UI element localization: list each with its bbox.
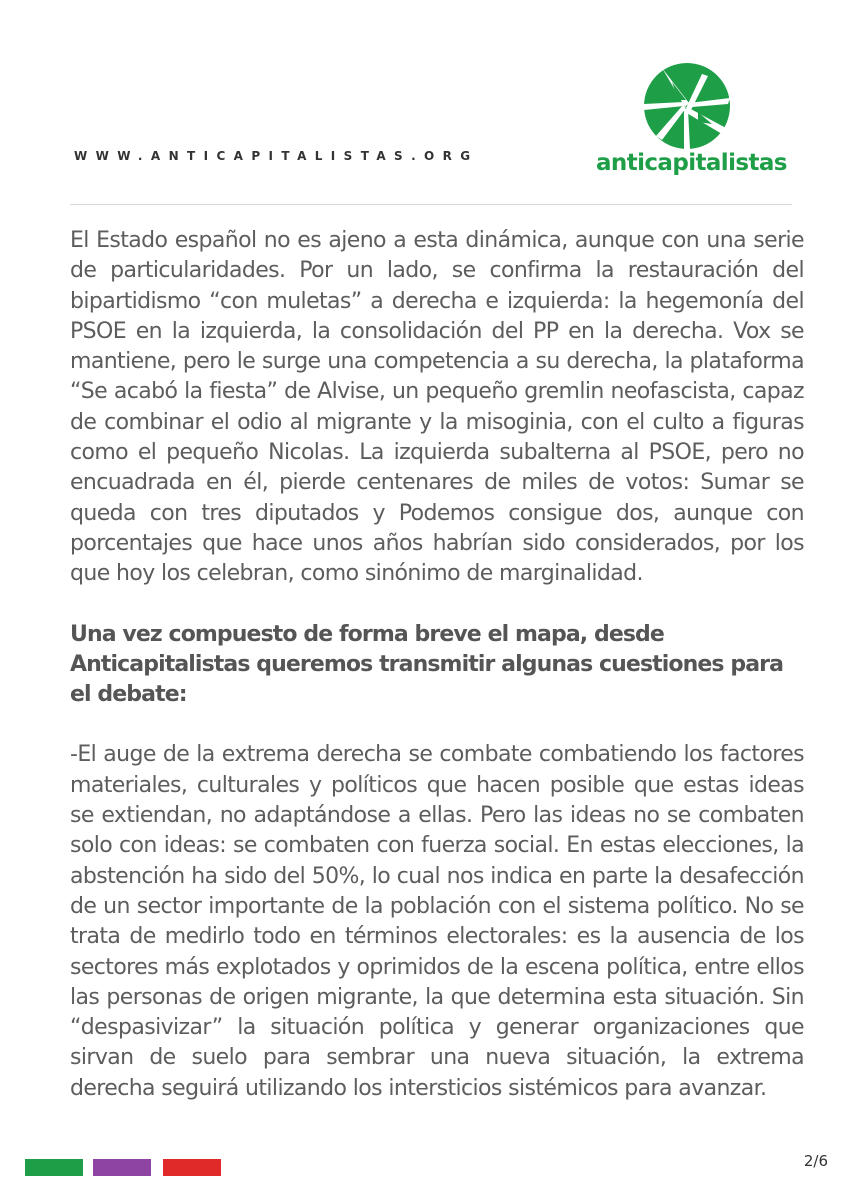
header-divider <box>70 204 792 205</box>
document-body <box>70 226 804 1104</box>
site-url: WWW.ANTICAPITALISTAS.ORG <box>74 149 479 163</box>
paragraph-extrema-derecha: -El auge de la extrema derecha se combate combatiendo los factores materiales, culturales y políticos que hacen posible que estas ideas se extiendan, no adaptándose a ellas. Pero las ideas no se combaten solo con ideas: se combaten con fuerza social. En estas elecciones, la abstención ha sido del 50%, lo cual nos indica en parte la desafección de un sector importante de la población con el sistema político. No se trata de medirlo todo en términos electorales: es la ausencia de los sectores más explotados y oprimidos de la escena política, entre ellos las personas de origen migrante, la que determina esta situación. Sin “despasivizar” la situación política y generar organizaciones que sirvan de suelo para sembrar una nueva situación, la extrema derecha seguirá utilizando los intersticios sistémicos para avanzar. <box>70 742 804 1101</box>
star-burst-circle-logo-icon <box>642 62 732 150</box>
logo-text: anticapitalistas <box>596 150 787 176</box>
footer-bar-purple <box>93 1159 151 1176</box>
footer-bar-green <box>25 1159 83 1176</box>
logo <box>596 62 787 184</box>
footer-bar-red <box>163 1159 221 1176</box>
page-number: 2/6 <box>803 1152 828 1170</box>
paragraph-estado-espanol: El Estado español no es ajeno a esta dinámica, aunque con una serie de particularidades. Por un lado, se confirma la restauración del bipartidismo “con muletas” a derecha e izquierda: la hegemonía del PSOE en la izquierda, la consolidación del PP en la derecha. Vox se mantiene, pero le surge una competencia a su derecha, la plataforma “Se acabó la fiesta” de Alvise, un pequeño gremlin neofascista, capaz de combinar el odio al migrante y la misoginia, con el culto a figuras como el pequeño Nicolas. La izquierda subalterna al PSOE, pero no encuadrada en él, pierde centenares de miles de votos: Sumar se queda con tres diputados y Podemos consigue dos, aunque con porcentajes que hace unos años habrían sido considerados, por los que hoy los celebran, como sinónimo de marginalidad. <box>70 228 804 587</box>
section-heading: Una vez compuesto de forma breve el mapa, desde Anticapitalistas queremos transmitir algunas cuestiones para el debate: <box>70 621 784 708</box>
